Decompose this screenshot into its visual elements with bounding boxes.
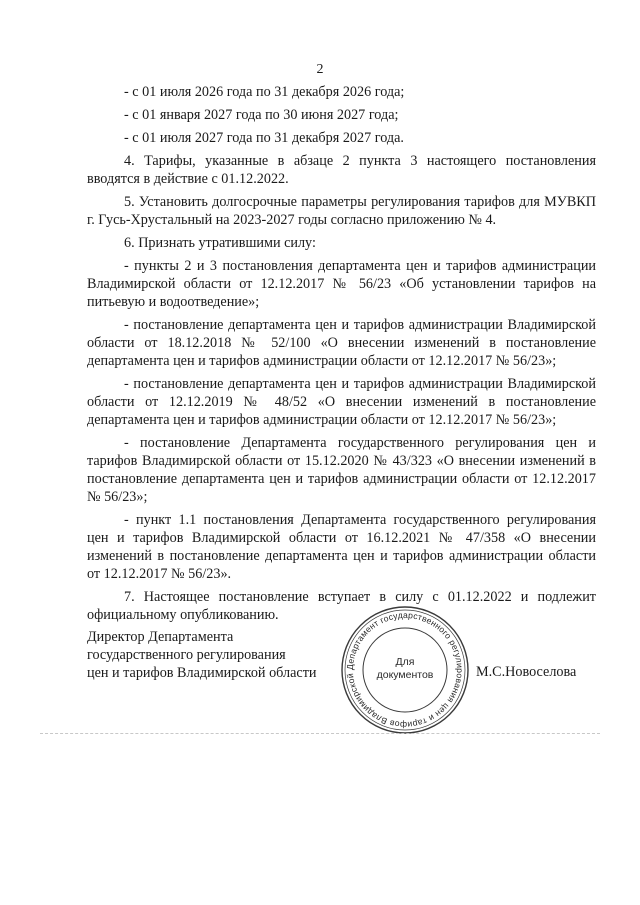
paragraph-repeal-4: - постановление Департамента государственного регулирования цен и тарифов Владимирской области от 15.12.2020 № 43/323 «О внесении изменений в постановление департамента цен и тарифов администрации области от 12.12.2017 № 56/23»; [87, 435, 596, 505]
paragraph-item-5: 5. Установить долгосрочные параметры регулирования тарифов для МУВКП г. Гусь-Хрустальный на 2023-2027 годы согласно приложению № 4. [87, 194, 596, 228]
paragraph-repeal-2: - постановление департамента цен и тарифов администрации Владимирской области от 18.12.2018 № 52/100 «О внесении изменений в постановление департамента цен и тарифов администрации области от 12.12.2017 № 56/23»; [87, 317, 596, 369]
page-number: 2 [316, 62, 324, 77]
paragraph-repeal-1: - пункты 2 и 3 постановления департамента цен и тарифов администрации Владимирской области от 12.12.2017 № 56/23 «Об установлении тарифов на питьевую и водоотведение»; [87, 258, 596, 310]
paragraph-item-7: 7. Настоящее постановление вступает в силу с 01.12.2022 и подлежит официальному опубликованию. [87, 589, 596, 623]
paragraph-item-4: 4. Тарифы, указанные в абзаце 2 пункта 3 настоящего постановления вводятся в действие с 01.12.2022. [87, 153, 596, 187]
official-seal [339, 604, 471, 736]
paragraph-repeal-3: - постановление департамента цен и тарифов администрации Владимирской области от 12.12.2019 № 48/52 «О внесении изменений в постановление департамента цен и тарифов администрации области от 12.12.2017 № 56/23»; [87, 376, 596, 428]
signatory-title-line: цен и тарифов Владимирской области [87, 665, 317, 681]
paragraph-period-3: - с 01 июля 2027 года по 31 декабря 2027 года. [124, 130, 404, 146]
paragraph-item-6: 6. Признать утратившими силу: [124, 235, 316, 251]
seal-center-line: Для [395, 656, 415, 668]
paragraph-period-2: - с 01 января 2027 года по 30 июня 2027 года; [124, 107, 399, 123]
seal-center-line: документов [376, 669, 434, 681]
paragraph-repeal-5: - пункт 1.1 постановления Департамента государственного регулирования цен и тарифов Владимирской области от 16.12.2021 № 47/358 «О внесении изменений в постановление департамента цен и тарифов администрации области от 12.12.2017 № 56/23». [87, 512, 596, 582]
signatory-title-line: государственного регулирования [87, 647, 286, 663]
seal-ring-text: Департамент государственного регулирования цен и тарифов Владимирской [344, 609, 466, 731]
scan-artifact-line [40, 733, 600, 734]
document-body [87, 83, 596, 629]
seal-center-text [339, 656, 471, 682]
signatory-title [87, 628, 317, 682]
signatory-name: М.С.Новоселова [476, 664, 577, 680]
paragraph-period-1: - с 01 июля 2026 года по 31 декабря 2026 года; [124, 84, 405, 100]
signatory-title-line: Директор Департамента [87, 629, 234, 645]
